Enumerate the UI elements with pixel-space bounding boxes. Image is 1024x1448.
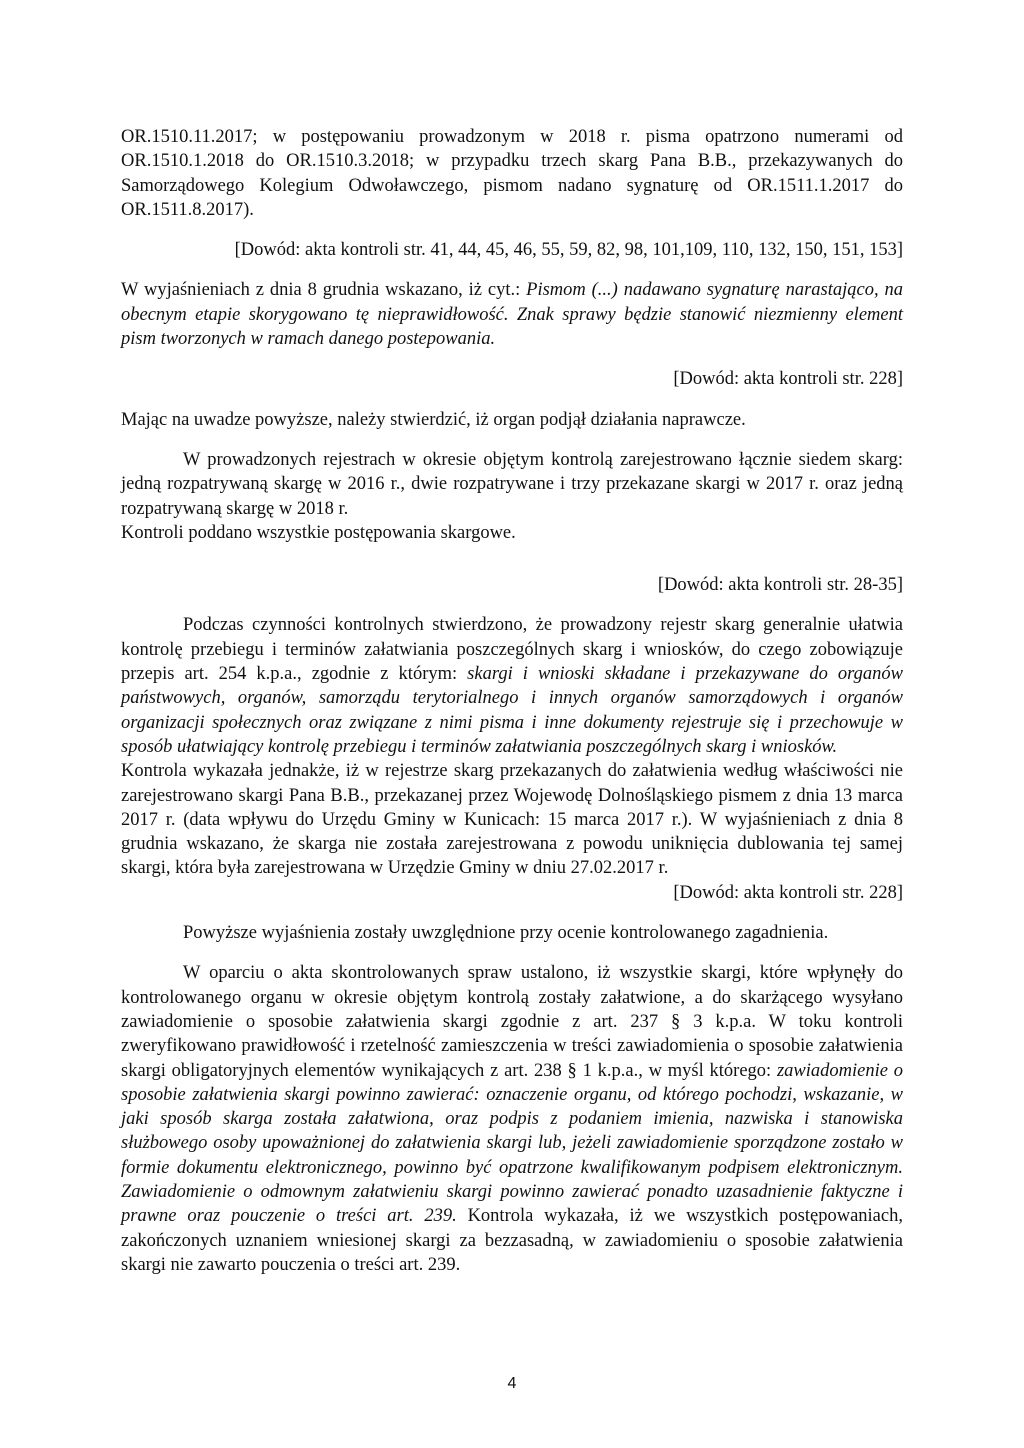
paragraph-conclusion: Mając na uwadze powyższe, należy stwierdzić, iż organ podjął działania naprawcze.: [121, 409, 746, 430]
paragraph-lead-text: Podczas czynności kontrolnych stwierdzono, że prowadzony rejestr skarg generalnie ułatwia kontrolę przebiegu i terminów załatwiania poszczególnych skarg i wniosków, do czego zobowiązuje przepis art. 254 k.p.a., zgodnie z którym:: [121, 615, 903, 685]
evidence-reference: [Dowód: akta kontroli str. 28-35]: [657, 575, 903, 596]
paragraph-lead-text: W wyjaśnieniach z dnia 8 grudnia wskazano, iż cyt.:: [121, 280, 527, 301]
paragraph-scope: Kontroli poddano wszystkie postępowania skargowe.: [121, 522, 516, 543]
paragraph-complaint-count: W prowadzonych rejestrach w okresie objętym kontrolą zarejestrowano łącznie siedem skarg: jedną rozpatrywaną skargę w 2016 r., dwie rozpatrywane i trzy przekazane skargi w 2017 r. oraz jedną rozpatrywaną skargę w 2018 r.: [121, 449, 903, 519]
paragraph-notification-findings: [121, 961, 903, 1277]
evidence-reference: [Dowód: akta kontroli str. 228]: [673, 369, 903, 390]
page-number: 4: [507, 1375, 517, 1392]
paragraph-unregistered-complaint: Kontrola wykazała jednakże, iż w rejestrze skarg przekazanych do załatwienia według właściwości nie zarejestrowano skargi Pana B.B., przekazanej przez Wojewodę Dolnośląskiego pismem z dnia 13 marca 2017 r. (data wpływu do Urzędu Gminy w Kunicach: 15 marca 2017 r.). W wyjaśnieniach z dnia 8 grudnia wskazano, że skarga nie została zarejestrowana z powodu uniknięcia dublowania tej samej skargi, która była zarejestrowana w Urzędzie Gminy w dniu 27.02.2017 r.: [121, 761, 903, 879]
paragraph-tail-text: Kontrola wykazała, iż we wszystkich postępowaniach, zakończonych uznaniem wniesionej skargi za bezzasadną, w zawiadomieniu o sposobie załatwienia skargi nie zawarto pouczenia o treści art. 239.: [121, 1206, 903, 1275]
paragraph-register-numbers: OR.1510.11.2017; w postępowaniu prowadzonym w 2018 r. pisma opatrzono numerami od OR.1510.1.2018 do OR.1510.3.2018; w przypadku trzech skarg Pana B.B., przekazywanych do Samorządowego Kolegium Odwoławczego, pismom nadano sygnaturę od OR.1511.1.2017 do OR.1511.8.2017).: [121, 127, 903, 220]
paragraph-explanations-accepted: Powyższe wyjaśnienia zostały uwzględnione przy ocenie kontrolowanego zagadnienia.: [183, 923, 829, 944]
paragraph-register-findings: [121, 613, 903, 759]
evidence-reference: [Dowód: akta kontroli str. 228]: [673, 882, 903, 903]
quoted-text: skargi i wnioski składane i przekazywane do organów państwowych, organów, samorządu terytorialnego i innych organów samorządowych i organów organizacji społecznych oraz związane z nimi pisma i inne dokumenty rejestruje się i przechowuje w sposób ułatwiający kontrolę przebiegu i terminów załatwiania poszczególnych skarg i wniosków.: [121, 664, 903, 757]
paragraph-lead-text: W oparciu o akta skontrolowanych spraw ustalono, iż wszystkie skargi, które wpłynęły do kontrolowanego organu w okresie objętym kontrolą zostały załatwione, a do skarżącego wysyłano zawiadomienie o sposobie załatwienia skargi zgodnie z art. 237 § 3 k.p.a. W toku kontroli zweryfikowano prawidłowość i rzetelność zamieszczenia w treści zawiadomienia o sposobie załatwienia skargi obligatoryjnych elementów wynikających z art. 238 § 1 k.p.a., w myśl którego:: [121, 963, 903, 1081]
quoted-text: Pismom (...) nadawano sygnaturę narastająco, na obecnym etapie skorygowano tę nieprawidłowość. Znak sprawy będzie stanowić niezmienny element pism tworzonych w ramach danego postepowania.: [121, 280, 903, 350]
evidence-reference: [Dowód: akta kontroli str. 41, 44, 45, 46, 55, 59, 82, 98, 101,109, 110, 132, 150, 151, 153]: [234, 240, 903, 261]
paragraph-explanations-quote: [121, 278, 903, 351]
quoted-text: zawiadomienie o sposobie załatwienia skargi powinno zawierać: oznaczenie organu, od którego pochodzi, wskazanie, w jaki sposób skarga została załatwiona, oraz podpis z podaniem imienia, nazwiska i stanowiska służbowego osoby upoważnionej do załatwienia skargi lub, jeżeli zawiadomienie sporządzone zostało w formie dokumentu elektronicznego, powinno być opatrzone kwalifikowanym podpisem elektronicznym. Zawiadomienie o odmownym załatwieniu skargi powinno zawierać ponadto uzasadnienie faktyczne i prawne oraz pouczenie o treści art. 239.: [121, 1060, 903, 1227]
document-body: [121, 125, 903, 1277]
